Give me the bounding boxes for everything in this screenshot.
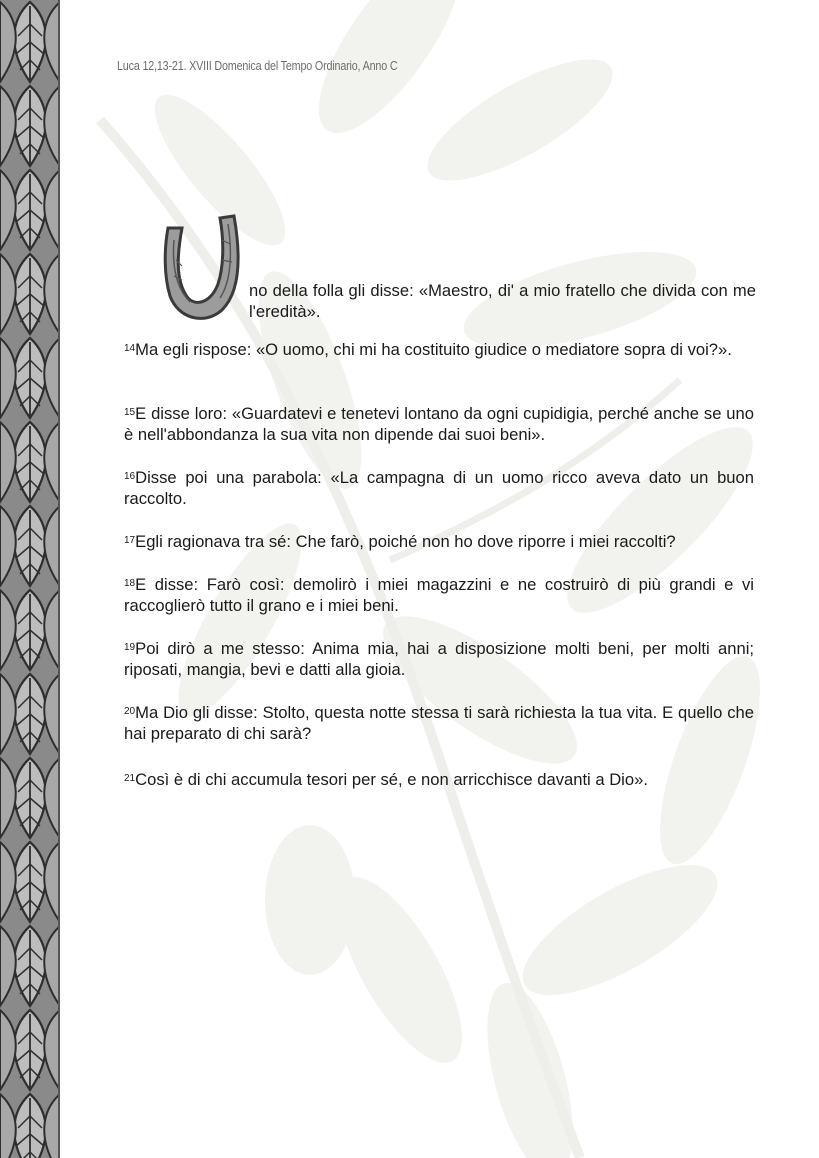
- paragraph-text: Ma Dio gli disse: Stolto, questa notte stessa ti sarà richiesta la tua vita. E quello che hai preparato di chi sarà?: [124, 703, 754, 743]
- paragraph-1: [249, 280, 756, 322]
- paragraph-text: Disse poi una parabola: «La campagna di un uomo ricco aveva dato un buon raccolto.: [124, 468, 754, 508]
- verse-number: 19: [124, 642, 136, 653]
- paragraph-text: Egli ragionava tra sé: Che farò, poiché non ho dove riporre i miei raccolti?: [135, 532, 676, 551]
- paragraph-text: no della folla gli disse: «Maestro, di' a mio fratello che divida con me l'eredità».: [249, 281, 756, 321]
- verse-number: 21: [124, 773, 136, 784]
- paragraph-text: Poi dirò a me stesso: Anima mia, hai a disposizione molti beni, per molti anni; riposati, mangia, bevi e datti alla gioia.: [124, 639, 754, 679]
- paragraph-17: [124, 531, 754, 552]
- verse-number: 14: [124, 343, 136, 354]
- page-header: Luca 12,13-21. XVIII Domenica del Tempo Ordinario, Anno C: [117, 59, 398, 73]
- verse-number: 15: [124, 407, 136, 418]
- paragraph-20: [124, 702, 754, 744]
- verse-number: 16: [124, 471, 136, 482]
- paragraph-14: [124, 339, 754, 360]
- paragraph-15: [124, 403, 754, 445]
- dropcap-letter-u: [160, 210, 244, 324]
- paragraph-18: [124, 574, 754, 616]
- decorative-leaf-border: [0, 0, 60, 1158]
- paragraph-text: Così è di chi accumula tesori per sé, e non arricchisce davanti a Dio».: [135, 770, 648, 789]
- paragraph-16: [124, 467, 754, 509]
- paragraph-text: Ma egli rispose: «O uomo, chi mi ha costituito giudice o mediatore sopra di voi?».: [135, 340, 732, 359]
- verse-number: 17: [124, 535, 136, 546]
- paragraph-text: E disse: Farò così: demolirò i miei magazzini e ne costruirò di più grandi e vi raccoglierò tutto il grano e i miei beni.: [124, 575, 754, 615]
- verse-number: 18: [124, 578, 136, 589]
- paragraph-19: [124, 638, 754, 680]
- paragraph-21: [124, 769, 754, 790]
- verse-number: 20: [124, 706, 136, 717]
- paragraph-text: E disse loro: «Guardatevi e tenetevi lontano da ogni cupidigia, perché anche se uno è nell'abbondanza la sua vita non dipende dai suoi beni».: [124, 404, 754, 444]
